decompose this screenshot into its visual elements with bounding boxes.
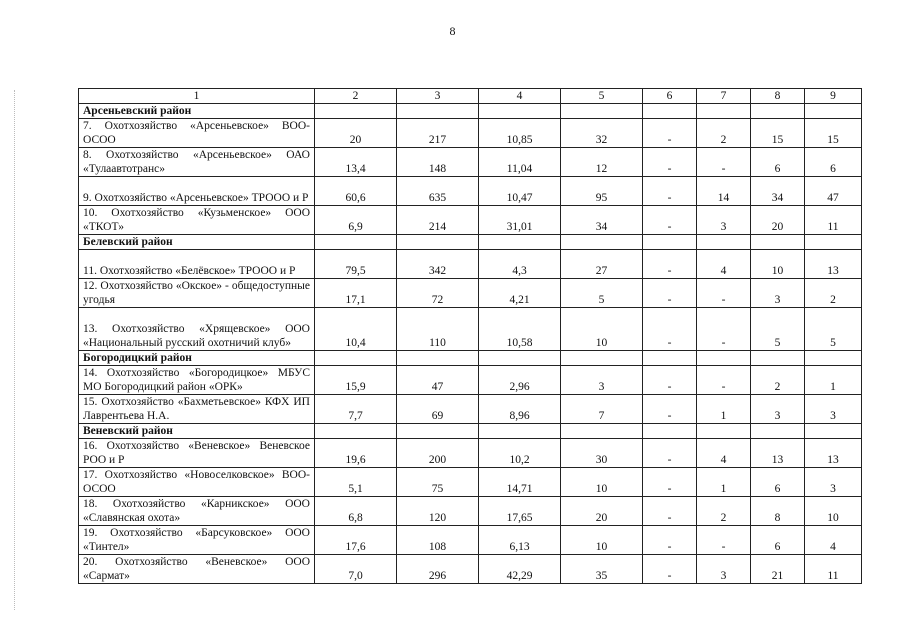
- empty-cell: [805, 424, 862, 439]
- value-cell-col-4: 31,01: [479, 206, 561, 235]
- empty-cell: [315, 424, 397, 439]
- value-cell-col-3: 47: [397, 366, 479, 395]
- district-row: [79, 424, 862, 439]
- value-cell-col-9: 13: [805, 439, 862, 468]
- value-cell-col-5: 7: [561, 395, 643, 424]
- empty-cell: [751, 351, 805, 366]
- value-cell-col-3: 72: [397, 279, 479, 308]
- value-cell-col-6: -: [643, 526, 697, 555]
- value-cell-col-8: 2: [751, 366, 805, 395]
- empty-cell: [315, 351, 397, 366]
- value-cell-col-3: 148: [397, 148, 479, 177]
- empty-cell: [697, 351, 751, 366]
- value-cell-col-8: 6: [751, 468, 805, 497]
- district-row: [79, 104, 862, 119]
- value-cell-col-6: -: [643, 366, 697, 395]
- value-cell-col-5: 3: [561, 366, 643, 395]
- value-cell-col-2: 7,7: [315, 395, 397, 424]
- value-cell-col-7: -: [697, 279, 751, 308]
- value-cell-col-3: 635: [397, 177, 479, 206]
- margin-marks: [14, 90, 17, 610]
- value-cell-col-9: 15: [805, 119, 862, 148]
- value-cell-col-7: -: [697, 148, 751, 177]
- hunting-farms-table: [78, 88, 862, 584]
- value-cell-col-6: -: [643, 497, 697, 526]
- value-cell-col-2: 10,4: [315, 308, 397, 351]
- value-cell-col-9: 6: [805, 148, 862, 177]
- value-cell-col-8: 8: [751, 497, 805, 526]
- value-cell-col-6: -: [643, 308, 697, 351]
- value-cell-col-7: 4: [697, 250, 751, 279]
- empty-cell: [751, 104, 805, 119]
- value-cell-col-8: 6: [751, 526, 805, 555]
- column-header-3: 3: [397, 89, 479, 104]
- value-cell-col-4: 8,96: [479, 395, 561, 424]
- empty-cell: [697, 424, 751, 439]
- empty-cell: [397, 424, 479, 439]
- value-cell-col-4: 17,65: [479, 497, 561, 526]
- value-cell-col-9: 5: [805, 308, 862, 351]
- value-cell-col-7: 1: [697, 395, 751, 424]
- value-cell-col-4: 2,96: [479, 366, 561, 395]
- value-cell-col-8: 21: [751, 555, 805, 584]
- farm-name-cell: 18. Охотхозяйство «Карникское» ООО «Славянская охота»: [79, 497, 315, 526]
- value-cell-col-6: -: [643, 177, 697, 206]
- table-row: [79, 555, 862, 584]
- table-row: [79, 526, 862, 555]
- value-cell-col-6: -: [643, 250, 697, 279]
- empty-cell: [315, 235, 397, 250]
- value-cell-col-3: 69: [397, 395, 479, 424]
- farm-name-cell: 15. Охотхозяйство «Бахметьевское» КФХ ИП Лаврентьева Н.А.: [79, 395, 315, 424]
- table-row: [79, 177, 862, 206]
- empty-cell: [561, 104, 643, 119]
- value-cell-col-5: 35: [561, 555, 643, 584]
- empty-cell: [397, 104, 479, 119]
- value-cell-col-7: -: [697, 308, 751, 351]
- table-row: [79, 250, 862, 279]
- column-header-7: 7: [697, 89, 751, 104]
- value-cell-col-3: 200: [397, 439, 479, 468]
- table-row: [79, 119, 862, 148]
- table-body: [79, 89, 862, 584]
- table-row: [79, 439, 862, 468]
- value-cell-col-5: 12: [561, 148, 643, 177]
- district-name: Богородицкий район: [79, 351, 315, 366]
- value-cell-col-8: 3: [751, 279, 805, 308]
- column-header-5: 5: [561, 89, 643, 104]
- value-cell-col-4: 42,29: [479, 555, 561, 584]
- value-cell-col-6: -: [643, 468, 697, 497]
- value-cell-col-7: 2: [697, 497, 751, 526]
- value-cell-col-4: 4,3: [479, 250, 561, 279]
- value-cell-col-7: -: [697, 526, 751, 555]
- value-cell-col-4: 4,21: [479, 279, 561, 308]
- value-cell-col-3: 342: [397, 250, 479, 279]
- value-cell-col-4: 11,04: [479, 148, 561, 177]
- value-cell-col-8: 6: [751, 148, 805, 177]
- farm-name-cell: 16. Охотхозяйство «Веневское» Веневское РОО и Р: [79, 439, 315, 468]
- value-cell-col-9: 11: [805, 206, 862, 235]
- empty-cell: [643, 351, 697, 366]
- column-header-9: 9: [805, 89, 862, 104]
- value-cell-col-3: 110: [397, 308, 479, 351]
- empty-cell: [561, 424, 643, 439]
- value-cell-col-6: -: [643, 119, 697, 148]
- value-cell-col-3: 120: [397, 497, 479, 526]
- column-header-8: 8: [751, 89, 805, 104]
- empty-cell: [561, 351, 643, 366]
- value-cell-col-4: 6,13: [479, 526, 561, 555]
- value-cell-col-3: 214: [397, 206, 479, 235]
- farm-name-cell: 17. Охотхозяйство «Новоселковское» ВОО-ОСОО: [79, 468, 315, 497]
- farm-name-cell: 8. Охотхозяйство «Арсеньевское» ОАО «Тулаавтотранс»: [79, 148, 315, 177]
- value-cell-col-2: 20: [315, 119, 397, 148]
- empty-cell: [479, 351, 561, 366]
- value-cell-col-7: -: [697, 366, 751, 395]
- farm-name-cell: 11. Охотхозяйство «Белёвское» ТРООО и Р: [79, 250, 315, 279]
- value-cell-col-5: 30: [561, 439, 643, 468]
- value-cell-col-2: 5,1: [315, 468, 397, 497]
- empty-cell: [643, 424, 697, 439]
- value-cell-col-2: 6,8: [315, 497, 397, 526]
- value-cell-col-7: 4: [697, 439, 751, 468]
- value-cell-col-9: 1: [805, 366, 862, 395]
- value-cell-col-9: 3: [805, 468, 862, 497]
- value-cell-col-2: 17,1: [315, 279, 397, 308]
- empty-cell: [805, 104, 862, 119]
- table-row: [79, 279, 862, 308]
- value-cell-col-5: 10: [561, 308, 643, 351]
- empty-cell: [751, 424, 805, 439]
- value-cell-col-3: 108: [397, 526, 479, 555]
- value-cell-col-5: 27: [561, 250, 643, 279]
- value-cell-col-8: 3: [751, 395, 805, 424]
- district-name: Белевский район: [79, 235, 315, 250]
- empty-cell: [479, 235, 561, 250]
- empty-cell: [561, 235, 643, 250]
- value-cell-col-9: 13: [805, 250, 862, 279]
- value-cell-col-4: 14,71: [479, 468, 561, 497]
- empty-cell: [751, 235, 805, 250]
- value-cell-col-5: 95: [561, 177, 643, 206]
- value-cell-col-7: 3: [697, 206, 751, 235]
- value-cell-col-4: 10,2: [479, 439, 561, 468]
- value-cell-col-6: -: [643, 439, 697, 468]
- value-cell-col-5: 32: [561, 119, 643, 148]
- value-cell-col-6: -: [643, 279, 697, 308]
- district-name: Арсеньевский район: [79, 104, 315, 119]
- value-cell-col-8: 10: [751, 250, 805, 279]
- empty-cell: [397, 235, 479, 250]
- empty-cell: [805, 351, 862, 366]
- table-row: [79, 206, 862, 235]
- value-cell-col-8: 15: [751, 119, 805, 148]
- table-row: [79, 148, 862, 177]
- table-row: [79, 395, 862, 424]
- district-name: Веневский район: [79, 424, 315, 439]
- value-cell-col-3: 217: [397, 119, 479, 148]
- empty-cell: [805, 235, 862, 250]
- empty-cell: [643, 104, 697, 119]
- district-row: [79, 351, 862, 366]
- empty-cell: [397, 351, 479, 366]
- value-cell-col-6: -: [643, 555, 697, 584]
- empty-cell: [479, 424, 561, 439]
- value-cell-col-2: 7,0: [315, 555, 397, 584]
- value-cell-col-9: 2: [805, 279, 862, 308]
- farm-name-cell: 20. Охотхозяйство «Веневское» ООО «Сармат»: [79, 555, 315, 584]
- farm-name-cell: 14. Охотхозяйство «Богородицкое» МБУС МО Богородицкий район «ОРК»: [79, 366, 315, 395]
- value-cell-col-4: 10,85: [479, 119, 561, 148]
- value-cell-col-8: 20: [751, 206, 805, 235]
- value-cell-col-2: 79,5: [315, 250, 397, 279]
- empty-cell: [697, 104, 751, 119]
- value-cell-col-3: 296: [397, 555, 479, 584]
- value-cell-col-7: 2: [697, 119, 751, 148]
- farm-name-cell: 19. Охотхозяйство «Барсуковское» ООО «Тинтел»: [79, 526, 315, 555]
- value-cell-col-2: 19,6: [315, 439, 397, 468]
- table-row: [79, 497, 862, 526]
- value-cell-col-2: 6,9: [315, 206, 397, 235]
- value-cell-col-9: 4: [805, 526, 862, 555]
- value-cell-col-8: 13: [751, 439, 805, 468]
- column-header-1: 1: [79, 89, 315, 104]
- value-cell-col-2: 17,6: [315, 526, 397, 555]
- column-header-6: 6: [643, 89, 697, 104]
- page-number: 8: [449, 24, 456, 38]
- value-cell-col-5: 10: [561, 526, 643, 555]
- district-row: [79, 235, 862, 250]
- empty-cell: [643, 235, 697, 250]
- value-cell-col-7: 3: [697, 555, 751, 584]
- farm-name-cell: 9. Охотхозяйство «Арсеньевское» ТРООО и Р: [79, 177, 315, 206]
- value-cell-col-7: 1: [697, 468, 751, 497]
- table-row: [79, 366, 862, 395]
- value-cell-col-2: 15,9: [315, 366, 397, 395]
- value-cell-col-9: 11: [805, 555, 862, 584]
- table-row: [79, 468, 862, 497]
- value-cell-col-4: 10,58: [479, 308, 561, 351]
- column-header-4: 4: [479, 89, 561, 104]
- farm-name-cell: 10. Охотхозяйство «Кузьменское» ООО «ТКОТ»: [79, 206, 315, 235]
- value-cell-col-6: -: [643, 148, 697, 177]
- value-cell-col-2: 60,6: [315, 177, 397, 206]
- empty-cell: [697, 235, 751, 250]
- value-cell-col-9: 3: [805, 395, 862, 424]
- farm-name-cell: 12. Охотхозяйство «Окское» - общедоступные угодья: [79, 279, 315, 308]
- value-cell-col-8: 5: [751, 308, 805, 351]
- table-row: [79, 308, 862, 351]
- empty-cell: [479, 104, 561, 119]
- table-header-row: [79, 89, 862, 104]
- value-cell-col-3: 75: [397, 468, 479, 497]
- value-cell-col-5: 10: [561, 468, 643, 497]
- value-cell-col-9: 47: [805, 177, 862, 206]
- value-cell-col-7: 14: [697, 177, 751, 206]
- value-cell-col-5: 34: [561, 206, 643, 235]
- value-cell-col-2: 13,4: [315, 148, 397, 177]
- value-cell-col-6: -: [643, 395, 697, 424]
- value-cell-col-9: 10: [805, 497, 862, 526]
- value-cell-col-4: 10,47: [479, 177, 561, 206]
- value-cell-col-5: 5: [561, 279, 643, 308]
- empty-cell: [315, 104, 397, 119]
- column-header-2: 2: [315, 89, 397, 104]
- farm-name-cell: 13. Охотхозяйство «Хрящевское» ООО «Национальный русский охотничий клуб»: [79, 308, 315, 351]
- farm-name-cell: 7. Охотхозяйство «Арсеньевское» ВОО-ОСОО: [79, 119, 315, 148]
- value-cell-col-6: -: [643, 206, 697, 235]
- value-cell-col-8: 34: [751, 177, 805, 206]
- value-cell-col-5: 20: [561, 497, 643, 526]
